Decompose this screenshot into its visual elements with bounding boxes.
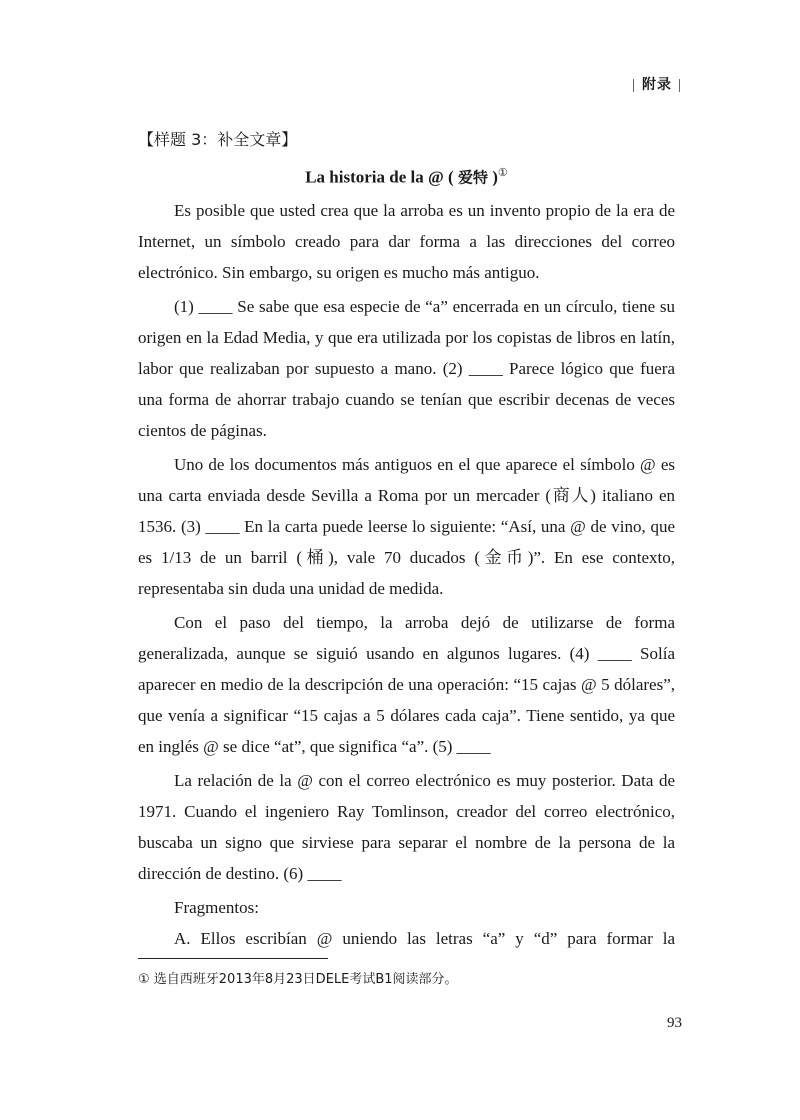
page-body — [138, 126, 675, 954]
footnote-divider — [138, 958, 328, 959]
exercise-label: 【样题 3：补全文章】 — [138, 130, 298, 149]
header-section-title: 附录 — [641, 77, 672, 93]
article-title — [138, 158, 675, 193]
fragment-a: A. Ellos escribían @ uniendo las letras “a” y “d” para formar la — [174, 928, 675, 948]
paragraph-5: La relación de la @ con el correo electrónico es muy posterior. Data de 1971. Cuando el ingeniero Ray Tomlinson, creador del correo electrónico, buscaba un signo que sirviese para separar el nombre de la persona de la dirección de destino. (6) ____ — [138, 770, 675, 883]
article-title-text: La historia de la @ ( — [305, 167, 454, 187]
header-bar-left: | — [631, 77, 636, 93]
article-title-chinese: 爱特 — [457, 168, 488, 187]
paragraph-2: (1) ____ Se sabe que esa especie de “a” encerrada en un círculo, tiene su origen en la Edad Media, y que era utilizada por los copistas de libros en latín, labor que realizaban por supuesto a mano. (2) ____ Parece lógico que fuera una forma de ahorrar trabajo cuando se tenían que escribir decenas de veces cientos de páginas. — [138, 296, 675, 440]
article-title-close: ) — [492, 167, 498, 187]
footnote-marker: ① — [497, 167, 508, 179]
paragraph-1: Es posible que usted crea que la arroba es un invento propio de la era de Internet, un símbolo creado para dar forma a las direcciones del correo electrónico. Sin embargo, su origen es mucho más antiguo. — [138, 200, 675, 282]
header-bar-right: | — [677, 77, 682, 93]
running-header — [632, 74, 682, 94]
footnote: ① 选自西班牙2013年8月23日DELE考试B1阅读部分。 — [138, 972, 458, 987]
page-number: 93 — [667, 1015, 682, 1031]
paragraph-3: Uno de los documentos más antiguos en el que aparece el símbolo @ es una carta enviada desde Sevilla a Roma por un mercader (商人) italiano en 1536. (3) ____ En la carta puede leerse lo siguiente: “Así, una @ de vino, que es 1/13 de un barril (桶), vale 70 ducados (金币)”. En ese contexto, representaba sin duda una unidad de medida. — [138, 454, 675, 598]
fragments-label: Fragmentos: — [174, 897, 259, 917]
paragraph-4: Con el paso del tiempo, la arroba dejó de utilizarse de forma generalizada, aunque se siguió usando en algunos lugares. (4) ____ Solía aparecer en medio de la descripción de una operación: “15 cajas @ 5 dólares”, que venía a significar “15 cajas a 5 dólares cada caja”. Tiene sentido, ya que en inglés @ se dice “at”, que significa “a”. (5) ____ — [138, 612, 675, 756]
